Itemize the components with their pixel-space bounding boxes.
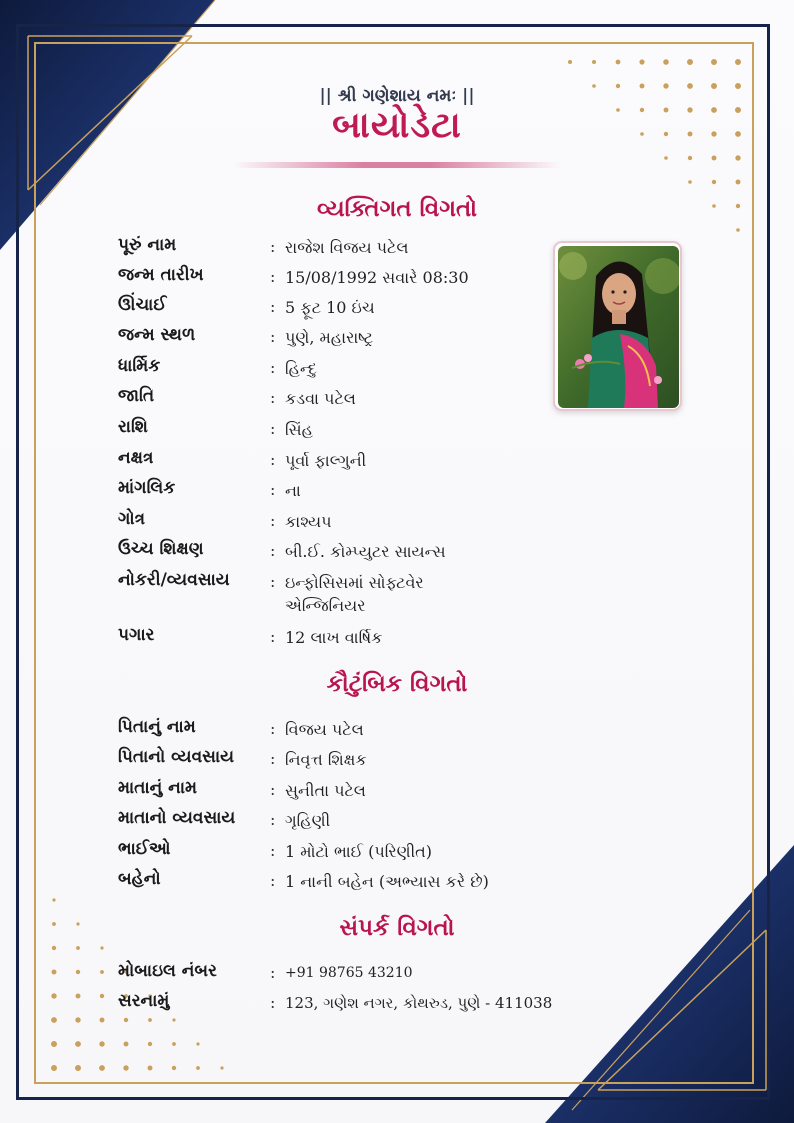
row-colon: : bbox=[270, 963, 276, 982]
row-label: પિતાનું નામ bbox=[118, 717, 196, 737]
row-value: સુનીતા પટેલ bbox=[285, 781, 366, 800]
row-colon: : bbox=[270, 480, 276, 499]
row-label: મોબાઇલ નંબર bbox=[118, 961, 217, 981]
row-label: પગાર bbox=[118, 625, 155, 645]
section-heading-family: કૌટુંબિક વિગતો bbox=[326, 670, 468, 697]
row-colon: : bbox=[270, 841, 276, 860]
invocation-text: || શ્રી ગણેશાય નમઃ || bbox=[319, 86, 475, 106]
row-label: ધાર્મિક bbox=[118, 356, 161, 376]
row-value: 1 મોટો ભાઈ (પરિણીત) bbox=[285, 842, 433, 861]
row-colon: : bbox=[270, 358, 276, 377]
row-colon: : bbox=[270, 327, 276, 346]
row-label: જાતિ bbox=[118, 386, 155, 406]
row-value: રાજેશ વિજય પટેલ bbox=[285, 238, 409, 257]
row-value: પુણે, મહારાષ્ટ્ર bbox=[285, 328, 374, 347]
row-value: સિંહ bbox=[285, 420, 313, 439]
row-value: કડવા પટેલ bbox=[285, 389, 356, 408]
row-label: માંગલિક bbox=[118, 478, 176, 498]
row-colon: : bbox=[270, 388, 276, 407]
row-colon: : bbox=[270, 572, 276, 591]
row-value: નિવૃત્ત શિક્ષક bbox=[285, 750, 367, 769]
row-value: 15/08/1992 સવારે 08:30 bbox=[285, 268, 469, 287]
row-label: માતાનું નામ bbox=[118, 778, 198, 798]
section-heading-contact: સંપર્ક વિગતો bbox=[339, 914, 455, 941]
row-value: હિન્દુ bbox=[285, 359, 317, 378]
row-label: સરનામું bbox=[118, 991, 170, 1011]
row-colon: : bbox=[270, 511, 276, 530]
row-colon: : bbox=[270, 719, 276, 738]
row-value: 12 લાખ વાર્ષિક bbox=[285, 628, 383, 647]
row-value: 123, ગણેશ નગર, કોથરુડ, પુણે - 411038 bbox=[285, 994, 553, 1012]
row-label: નોકરી/વ્યવસાય bbox=[118, 570, 230, 590]
row-colon: : bbox=[270, 419, 276, 438]
row-colon: : bbox=[270, 810, 276, 829]
row-label: ગોત્ર bbox=[118, 509, 146, 529]
row-colon: : bbox=[270, 297, 276, 316]
row-value: ગૃહિણી bbox=[285, 811, 331, 830]
row-label: નક્ષત્ર bbox=[118, 448, 154, 468]
row-colon: : bbox=[270, 237, 276, 256]
row-label: જન્મ તારીખ bbox=[118, 265, 204, 285]
row-label: ઉચ્ચ શિક્ષણ bbox=[118, 539, 204, 559]
row-label: પિતાનો વ્યવસાય bbox=[118, 747, 235, 767]
row-colon: : bbox=[270, 993, 276, 1012]
row-colon: : bbox=[270, 780, 276, 799]
row-value: 5 ફૂટ 10 ઇંચ bbox=[285, 298, 375, 317]
row-label: બહેનો bbox=[118, 869, 161, 889]
row-colon: : bbox=[270, 627, 276, 646]
row-value: કાશ્યપ bbox=[285, 512, 332, 531]
row-label: રાશિ bbox=[118, 417, 148, 437]
row-value: પૂર્વા ફાલ્ગુની bbox=[285, 451, 367, 470]
row-colon: : bbox=[270, 267, 276, 286]
row-label: જન્મ સ્થળ bbox=[118, 325, 196, 345]
row-value: ઇન્ફોસિસમાં સોફ્ટવેર એન્જિનિયર bbox=[285, 573, 424, 615]
title-underline bbox=[232, 162, 562, 168]
row-label: માતાનો વ્યવસાય bbox=[118, 808, 236, 828]
row-colon: : bbox=[270, 541, 276, 560]
row-value: 1 નાની બહેન (અભ્યાસ કરે છે) bbox=[285, 872, 489, 891]
row-value: વિજય પટેલ bbox=[285, 720, 364, 739]
row-colon: : bbox=[270, 871, 276, 890]
row-value: બી.ઈ. કોમ્પ્યુટર સાયન્સ bbox=[285, 542, 446, 561]
row-label: પૂરું નામ bbox=[118, 235, 177, 255]
page-title: બાયોડેટા bbox=[332, 104, 462, 146]
row-label: ઊંચાઈ bbox=[118, 295, 167, 315]
section-heading-personal: વ્યક્તિગત વિગતો bbox=[317, 195, 477, 222]
row-value: ના bbox=[285, 481, 301, 500]
row-colon: : bbox=[270, 749, 276, 768]
row-colon: : bbox=[270, 450, 276, 469]
row-label: ભાઈઓ bbox=[118, 839, 171, 859]
row-value: +91 98765 43210 bbox=[285, 965, 413, 981]
